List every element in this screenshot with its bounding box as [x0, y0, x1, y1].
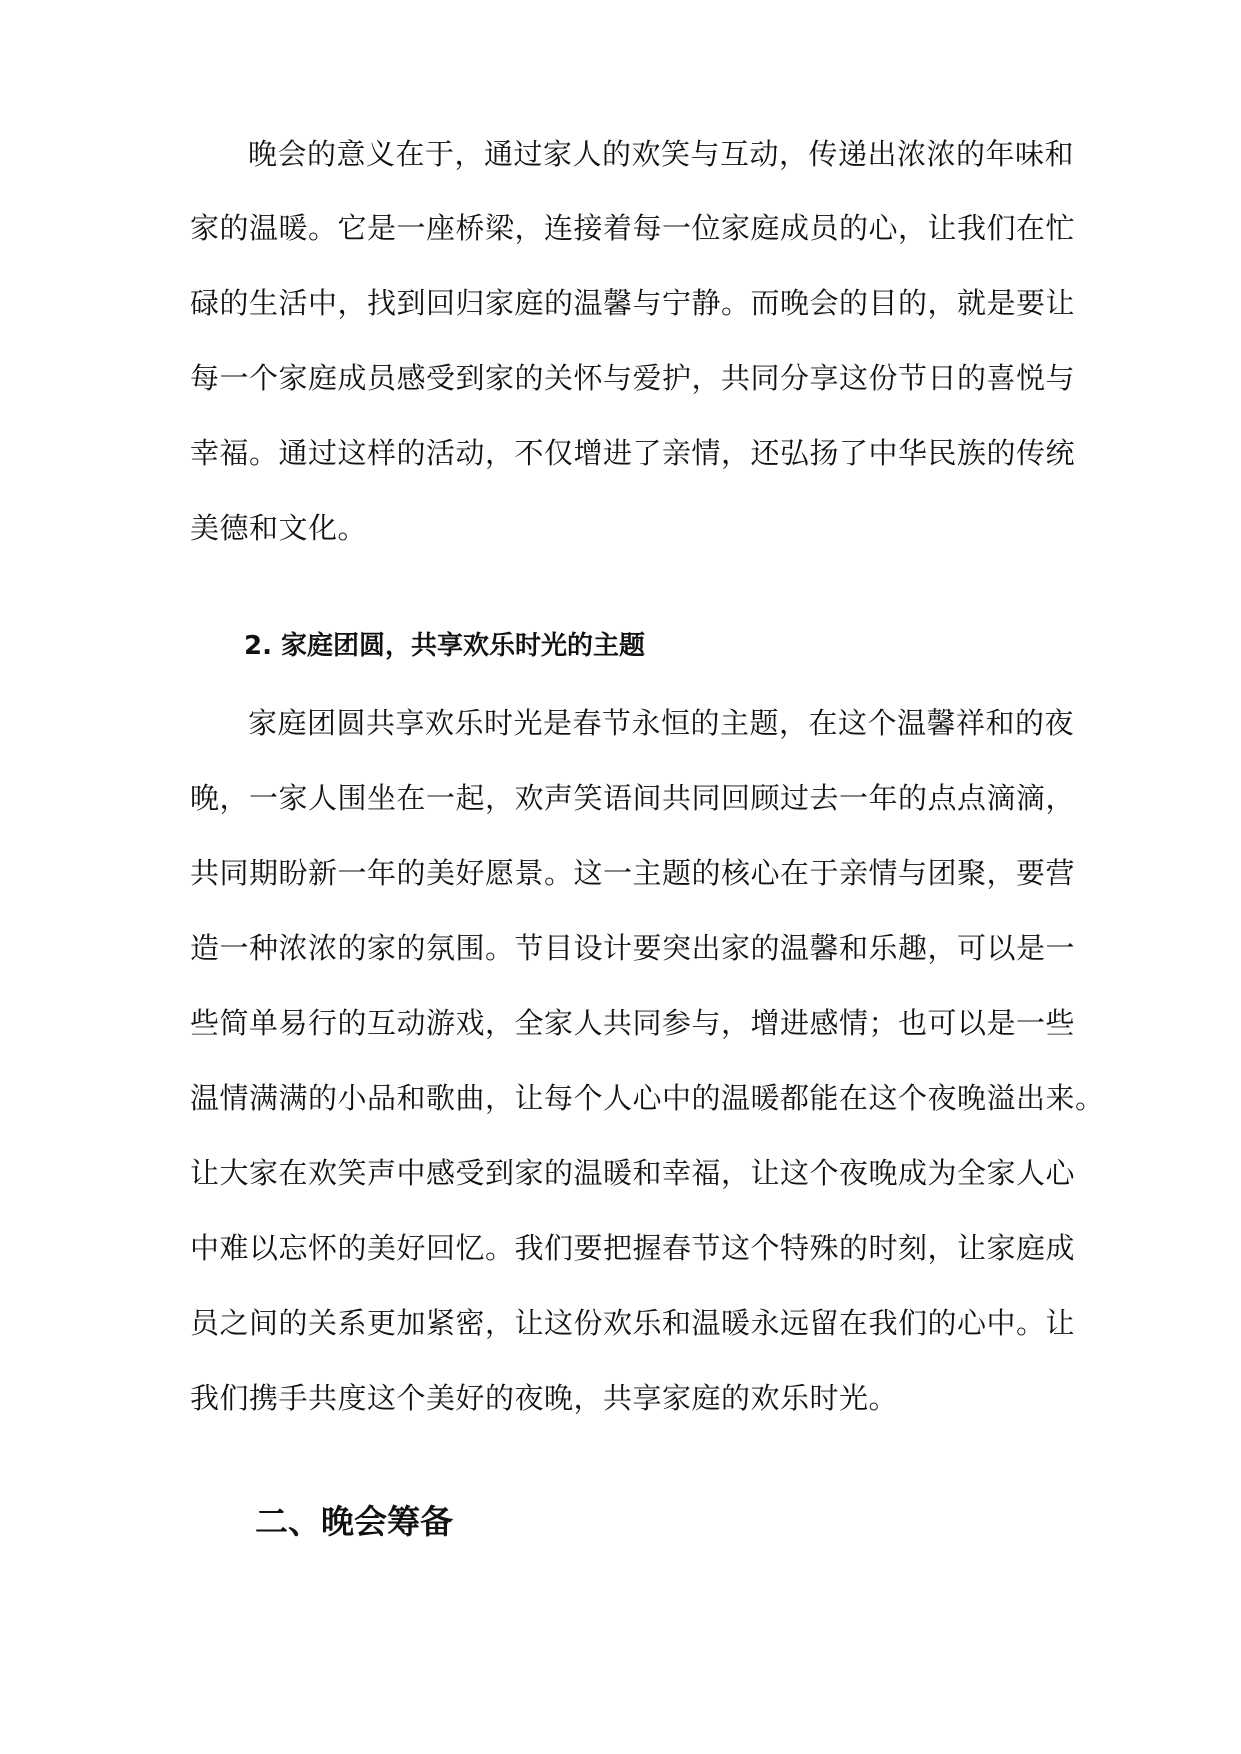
section-heading: 2. 家庭团圆，共享欢乐时光的主题 [244, 631, 646, 661]
paragraph-line: 碌的生活中，找到回归家庭的温馨与宁静。而晚会的目的，就是要让 [190, 286, 1076, 320]
paragraph-line: 晚，一家人围坐在一起，欢声笑语间共同回顾过去一年的点点滴滴， [190, 781, 1076, 815]
paragraph-line: 温情满满的小品和歌曲，让每个人心中的温暖都能在这个夜晚溢出来。 [190, 1081, 1105, 1115]
paragraph-line: 让大家在欢笑声中感受到家的温暖和幸福，让这个夜晚成为全家人心 [190, 1156, 1076, 1190]
paragraph-line: 共同期盼新一年的美好愿景。这一主题的核心在于亲情与团聚，要营 [190, 856, 1076, 890]
paragraph-line: 中难以忘怀的美好回忆。我们要把握春节这个特殊的时刻，让家庭成 [190, 1231, 1076, 1265]
paragraph-line: 晚会的意义在于，通过家人的欢笑与互动，传递出浓浓的年味和 [248, 137, 1075, 171]
paragraph-line: 家庭团圆共享欢乐时光是春节永恒的主题，在这个温馨祥和的夜 [248, 706, 1075, 740]
paragraph-line: 我们携手共度这个美好的夜晚，共享家庭的欢乐时光。 [190, 1381, 899, 1415]
paragraph-line: 些简单易行的互动游戏，全家人共同参与，增进感情；也可以是一些 [190, 1006, 1076, 1040]
paragraph-line: 员之间的关系更加紧密，让这份欢乐和温暖永远留在我们的心中。让 [190, 1306, 1076, 1340]
paragraph-line: 家的温暖。它是一座桥梁，连接着每一位家庭成员的心，让我们在忙 [190, 211, 1076, 245]
paragraph-line: 美德和文化。 [190, 511, 368, 545]
paragraph-line: 幸福。通过这样的活动，不仅增进了亲情，还弘扬了中华民族的传统 [190, 436, 1076, 470]
chapter-heading: 二、晚会筹备 [255, 1502, 453, 1541]
paragraph-line: 每一个家庭成员感受到家的关怀与爱护，共同分享这份节日的喜悦与 [190, 361, 1076, 395]
paragraph-line: 造一种浓浓的家的氛围。节目设计要突出家的温馨和乐趣，可以是一 [190, 931, 1076, 965]
